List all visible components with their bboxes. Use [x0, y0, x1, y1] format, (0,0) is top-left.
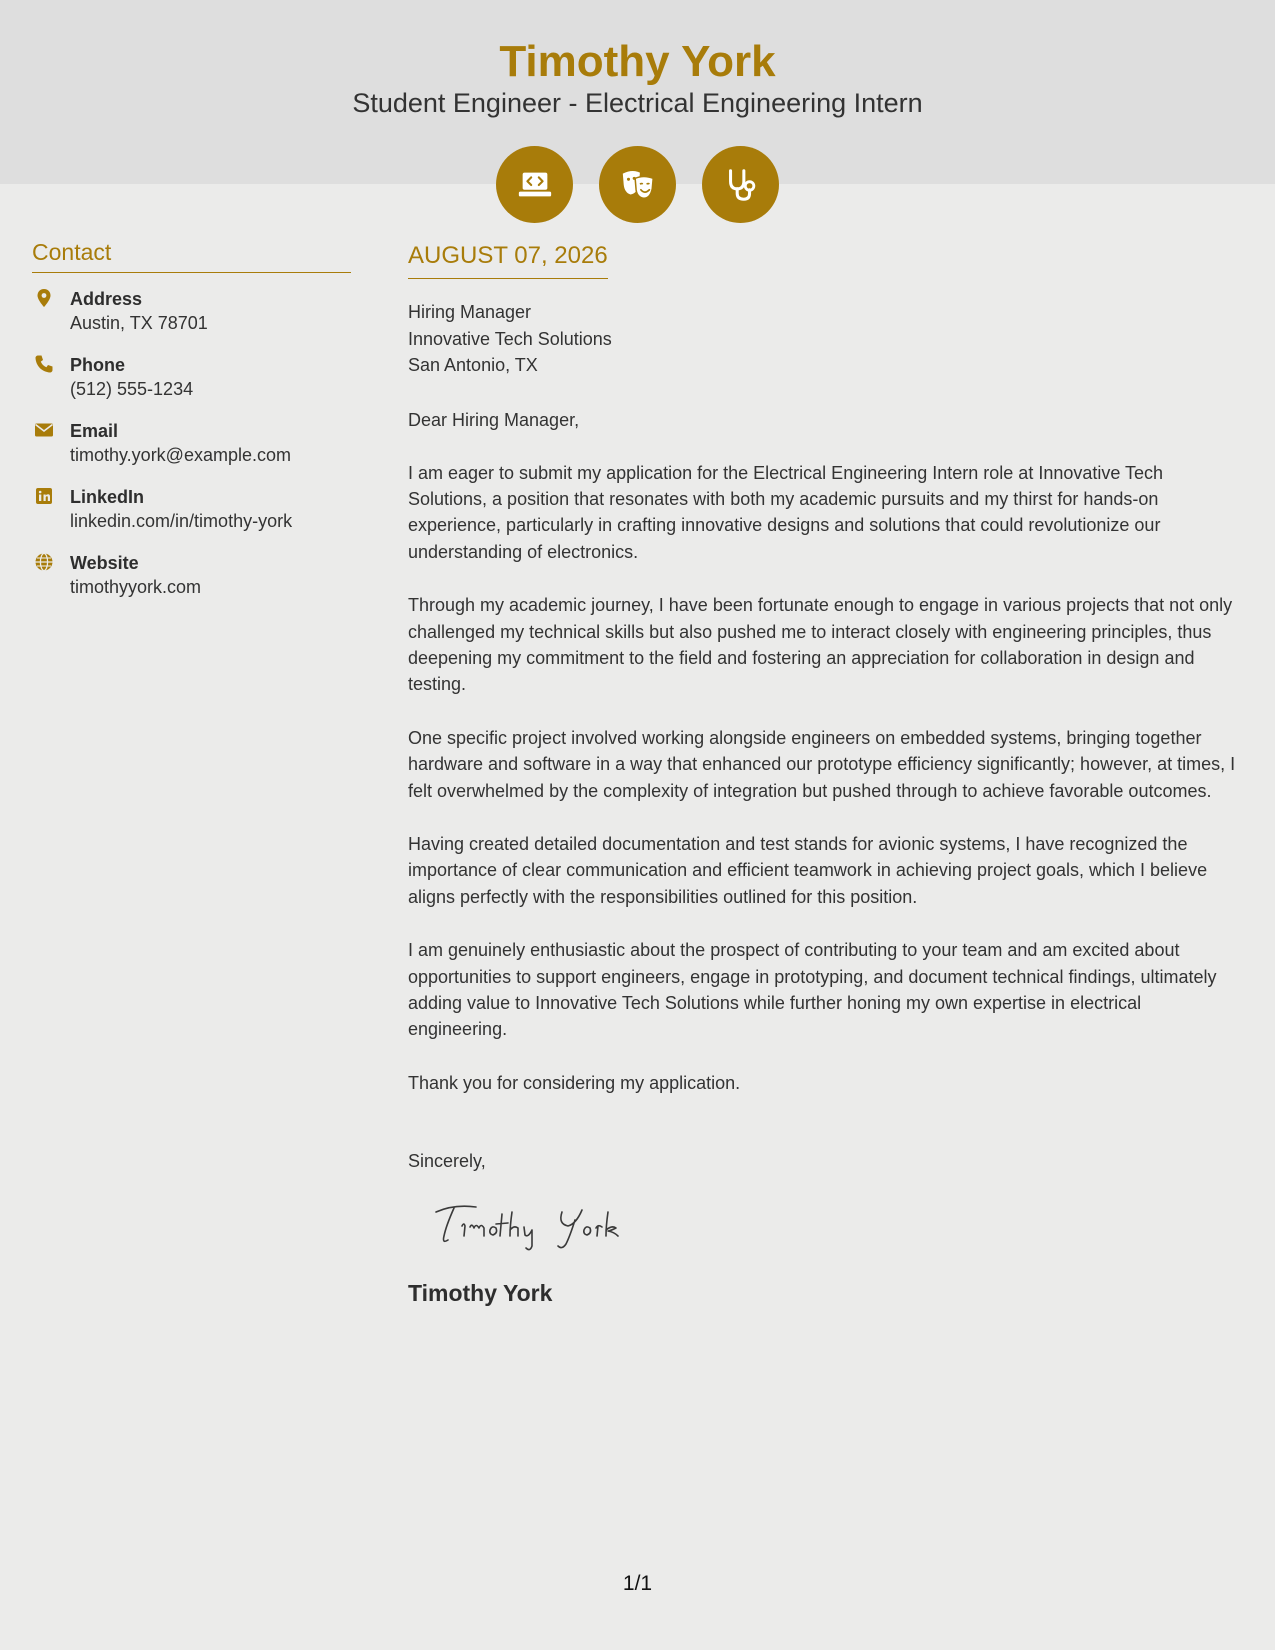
contact-sidebar	[32, 236, 351, 617]
letter-paragraph: One specific project involved working alongside engineers on embedded systems, bringing together hardware and software in a way that enhanced our prototype efficiency significantly; however, at times, I felt overwhelmed by the complexity of integration but pushed through to achieve favorable outcomes.	[408, 727, 1236, 801]
contact-email	[32, 419, 351, 468]
contact-heading: Contact	[32, 236, 351, 273]
letter-paragraph: I am eager to submit my application for the Electrical Engineering Intern role at Innovative Tech Solutions, a position that resonates with both my academic pursuits and my thirst for hands-on experience, particularly in crafting innovative designs and solutions that could revolutionize our understanding of electronics.	[408, 462, 1164, 562]
closing-line: Thank you for considering my application.	[408, 1072, 741, 1093]
website-value: timothyyork.com	[70, 577, 202, 597]
contact-address	[32, 287, 351, 336]
letter-paragraph: Having created detailed documentation and test stands for avionic systems, I have recognized the importance of clear communication and efficient teamwork in achieving project goals, which I believe aligns perfectly with the responsibilities outlined for this position.	[408, 833, 1208, 907]
globe-icon	[32, 552, 56, 576]
applicant-name: Timothy York	[499, 37, 776, 86]
stethoscope-icon	[702, 146, 779, 223]
address-value: Austin, TX 78701	[70, 313, 208, 333]
contact-list	[32, 287, 351, 600]
sign-off: Sincerely,	[408, 1150, 486, 1171]
map-pin-icon	[32, 288, 56, 312]
phone-label: Phone	[70, 355, 126, 375]
email-label: Email	[70, 421, 119, 441]
envelope-icon	[32, 420, 56, 444]
page-number: 1/1	[622, 1572, 653, 1595]
contact-phone	[32, 353, 351, 402]
linkedin-icon	[32, 486, 56, 510]
contact-website	[32, 551, 351, 600]
website-label: Website	[70, 553, 139, 573]
recipient-name: Hiring Manager	[408, 302, 532, 322]
letter-date: AUGUST 07, 2026	[408, 240, 608, 279]
letter-paragraph: Through my academic journey, I have been fortunate enough to engage in various projects that not only challenged my technical skills but also pushed me to interact closely with engineering principles, thus deepening my commitment to the field and fostering an appreciation for collaboration in design and testing.	[408, 595, 1233, 695]
email-value: timothy.york@example.com	[70, 445, 292, 465]
phone-value: (512) 555-1234	[70, 379, 194, 399]
salutation: Dear Hiring Manager,	[408, 409, 580, 430]
recipient-company: Innovative Tech Solutions	[408, 328, 612, 349]
linkedin-label: LinkedIn	[70, 487, 145, 507]
letter-paragraph: I am genuinely enthusiastic about the prospect of contributing to your team and am excited about opportunities to support engineers, engage in prototyping, and document technical findings, ultimately adding value to Innovative Tech Solutions while further honing my own expertise in electrical engineering.	[408, 940, 1217, 1040]
letter-body	[408, 240, 1243, 1308]
phone-icon	[32, 354, 56, 378]
applicant-title: Student Engineer - Electrical Engineering Intern	[352, 88, 923, 118]
interest-badges	[496, 146, 779, 223]
address-label: Address	[70, 289, 143, 309]
recipient-block	[408, 299, 1243, 379]
theater-masks-icon	[599, 146, 676, 223]
signed-name: Timothy York	[408, 1279, 553, 1306]
handwritten-signature	[432, 1200, 652, 1252]
linkedin-value: linkedin.com/in/timothy-york	[70, 511, 293, 531]
contact-linkedin	[32, 485, 351, 534]
laptop-code-icon	[496, 146, 573, 223]
recipient-location: San Antonio, TX	[408, 355, 538, 375]
